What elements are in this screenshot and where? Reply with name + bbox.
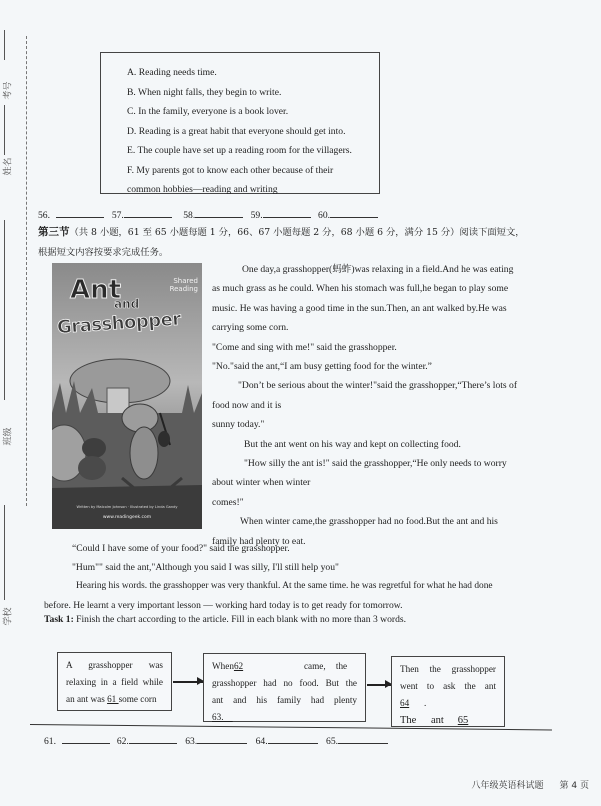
flow-arrow-icon: [173, 681, 203, 683]
option-b: B. When night falls, they begin to write.: [127, 86, 282, 98]
story-line: One day,a grasshopper(蚂蚱)was relaxing in a field.And he was eating: [242, 264, 514, 275]
cover-credit: Written by Malcolm Johnson · Illustrated by Linda Gandy: [76, 505, 178, 509]
blank-62[interactable]: 62: [233, 661, 244, 671]
story-line: music. He was having a good time in the sun.Then, an ant walked by.He was: [212, 302, 507, 314]
blank-64[interactable]: 64: [400, 698, 410, 708]
story-line: as much grass as he could. When his stomach was full,he began to play some: [212, 283, 509, 295]
cover-title-grasshopper: Grasshopper: [56, 308, 182, 339]
binding-label-name: 姓名: [3, 157, 14, 176]
answer-blank-64[interactable]: [268, 734, 318, 744]
story-line: When winter came,the grasshopper had no food.But the ant and his: [240, 516, 498, 528]
cover-title-ant: Ant: [70, 275, 122, 305]
story-line: comes!": [212, 496, 244, 508]
story-line: food now and it is: [212, 399, 282, 411]
flow-box-2-line: grasshopper had no food. But the: [212, 678, 357, 688]
binding-field-line: [4, 220, 5, 400]
flow-box-3-line: Then the grasshopper: [400, 664, 496, 674]
answer-label-63: 63.: [185, 736, 198, 747]
answer-blank-58[interactable]: [195, 208, 243, 218]
flow-box-1-line: A grasshopper was: [66, 660, 163, 670]
answer-label-62: 62.: [116, 736, 129, 747]
cover-title-and: and: [114, 297, 140, 311]
flow-box-2-line: ant and his family had plenty: [212, 695, 357, 705]
binding-dashed-line: [26, 36, 27, 506]
flow-text: some corn: [118, 694, 157, 704]
story-text: [212, 260, 517, 551]
answer-label-58: 58.: [183, 210, 196, 221]
blank-63[interactable]: 63.: [212, 712, 233, 722]
blank-65[interactable]: 65: [457, 715, 469, 726]
flow-text: The ant: [400, 715, 444, 726]
answer-label-61: 61.: [44, 736, 56, 747]
option-a: A. Reading needs time.: [127, 67, 217, 78]
story-line: "Don’t be serious about the winter!"said the grasshopper,“There’s lots of: [238, 380, 518, 392]
binding-field-line: [4, 505, 5, 600]
answer-row-56-60: [38, 208, 378, 221]
answer-blank-57[interactable]: [124, 208, 172, 218]
task-instruction: Finish the chart according to the article. Fill in each blank with no more than 3 words.: [73, 614, 407, 625]
option-f: F. My parents got to know each other because of their: [127, 164, 334, 176]
flow-text: an ant was: [66, 694, 108, 704]
flow-text: came, the: [303, 661, 348, 671]
flow-box-1-line: relaxing in a field while: [66, 677, 163, 687]
answer-label-60: 60.: [318, 210, 331, 221]
task-label: Task 1:: [44, 614, 74, 625]
flow-box-3-line: [400, 712, 496, 729]
answer-blank-60[interactable]: [330, 208, 378, 218]
section-title: 第三节: [38, 226, 70, 238]
answer-blank-62[interactable]: [129, 734, 177, 744]
answer-label-65: 65.: [326, 736, 339, 747]
binding-field-line: [4, 105, 5, 155]
story-line: "No."said the ant,“I am busy getting food for the winter.”: [212, 361, 432, 373]
page-number: 第 4 页: [559, 781, 589, 791]
flow-arrow-icon: [367, 684, 391, 686]
option-f-continued: common hobbies—reading and writing: [127, 184, 278, 195]
binding-label-exam-number: 考号: [3, 81, 14, 100]
flow-box-2-line: [212, 658, 357, 675]
flow-box-2: [203, 653, 366, 722]
story-line: Hearing his words. the grasshopper was very thankful. At the same time. he was regretful for what he had done: [76, 581, 493, 591]
story-line: "Come and sing with me!" said the grasshopper.: [212, 341, 397, 353]
answer-blank-59[interactable]: [263, 208, 311, 218]
binding-label-school: 学校: [3, 607, 14, 626]
option-c: C. In the family, everyone is a book lover.: [127, 106, 289, 117]
answer-label-56: 56.: [38, 210, 50, 221]
story-line: But the ant went on his way and kept on collecting food.: [244, 438, 461, 450]
blank-61[interactable]: 61: [107, 694, 119, 704]
answer-blank-61[interactable]: [62, 734, 110, 744]
footer-subject: 八年级英语科试题: [471, 781, 544, 791]
answer-blank-63[interactable]: [197, 734, 247, 744]
story-line: before. He learnt a very important lesson — working hard today is to get ready for tomorrow.: [44, 600, 403, 611]
story-line: “Could I have some of your food?" said the grasshopper.: [72, 543, 290, 554]
answer-label-64: 64.: [255, 736, 268, 747]
answer-blank-65[interactable]: [338, 734, 388, 744]
story-line: "Hum"" said the ant,"Although you said I was silly, I'll still help you": [72, 562, 339, 573]
answer-blank-56[interactable]: [56, 208, 104, 218]
answer-row-61-65: [44, 734, 388, 747]
answer-label-59: 59.: [250, 210, 263, 221]
options-box: [100, 52, 380, 194]
book-cover-image: [52, 263, 202, 529]
flow-box-3: [391, 656, 505, 727]
flow-box-1-line: [66, 691, 163, 708]
flow-box-1: [57, 652, 172, 711]
flow-box-3-line: went to ask the ant: [400, 681, 496, 691]
section-header: [38, 222, 578, 263]
cover-website: www.readingeek.com: [102, 515, 152, 520]
story-line: about winter when winter: [212, 477, 311, 489]
binding-field-line: [4, 30, 5, 60]
section-instruction: （共 8 小题，61 至 65 小题每题 1 分，66、67 小题每题 2 分，68 小题 6 分，满分 15 分）阅读下面短文，: [69, 227, 525, 238]
flow-box-3-line: 64 .: [400, 695, 496, 712]
story-line: sunny today.": [212, 419, 265, 431]
option-d: D. Reading is a great habit that everyone should get into.: [127, 125, 346, 137]
story-line: family had plenty to eat.: [212, 535, 306, 547]
binding-label-class: 班级: [3, 427, 14, 446]
page-footer: [472, 778, 589, 791]
task-1: [44, 614, 406, 625]
story-line: carrying some corn.: [212, 322, 289, 334]
answer-label-57: 57.: [111, 210, 124, 221]
section-instruction-line2: 根据短文内容按要求完成任务。: [38, 247, 169, 258]
option-e: E. The couple have set up a reading room for the villagers.: [127, 145, 352, 156]
story-line: "How silly the ant is!" said the grasshopper,“He only needs to worry: [244, 458, 507, 470]
cover-series: Shared Reading: [169, 277, 198, 293]
flow-text: When: [212, 661, 234, 671]
flow-box-2-line: [212, 709, 357, 726]
